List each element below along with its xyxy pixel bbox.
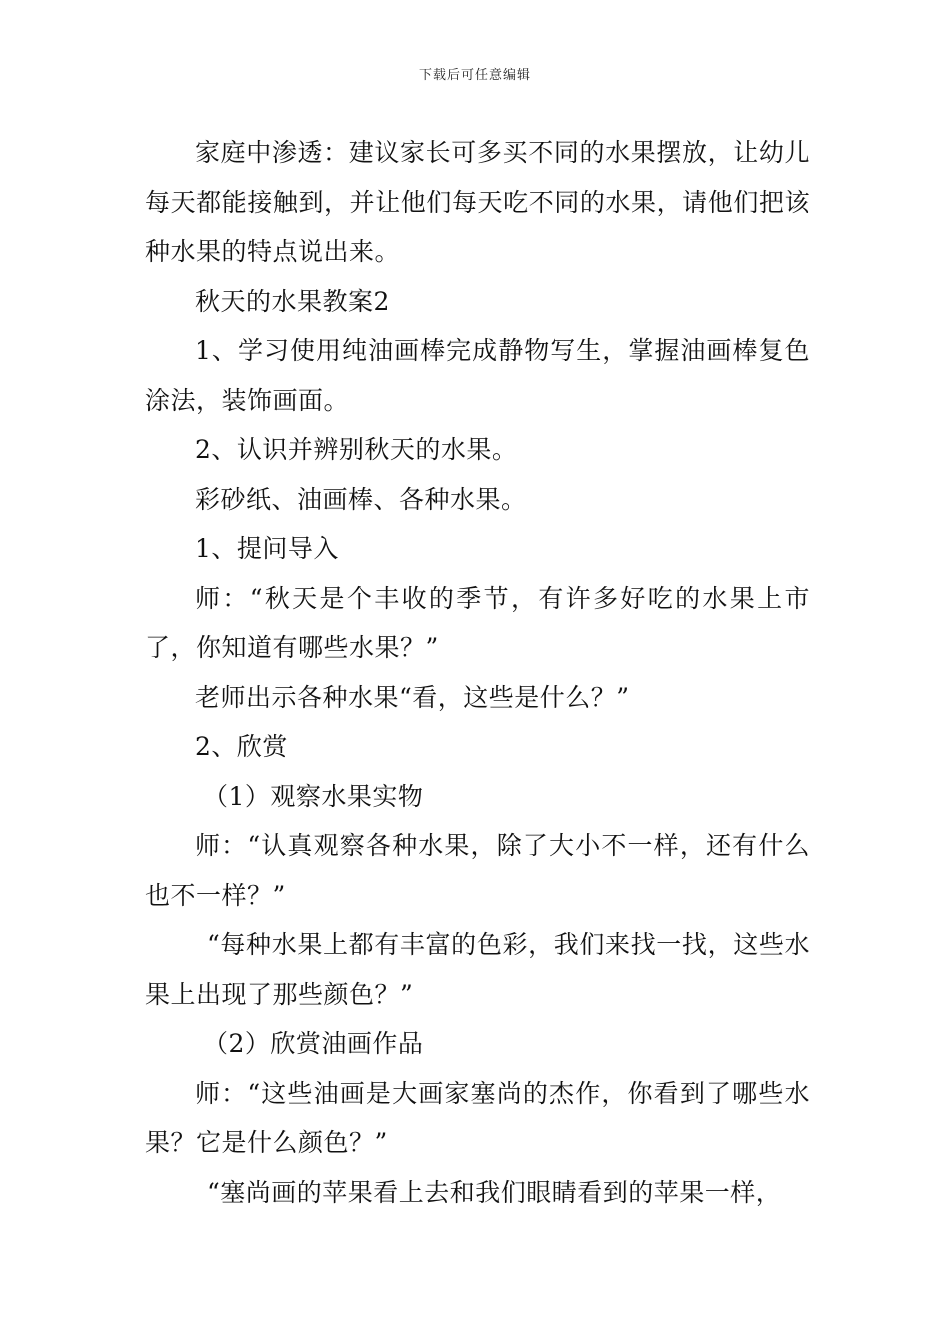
paragraph-family-tip: 家庭中渗透：建议家长可多买不同的水果摆放，让幼儿每天都能接触到，并让他们每天吃不同的水果，请他们把该种水果的特点说出来。 (145, 138, 810, 266)
document-body (145, 128, 810, 1217)
substep-1-heading: （1）观察水果实物 (203, 781, 424, 811)
page-header-note: 下载后可任意编辑 (418, 68, 531, 83)
step-2-heading: 2、欣赏 (195, 732, 288, 761)
substep-2-heading: （2）欣赏油画作品 (203, 1029, 424, 1058)
materials: 彩砂纸、油画棒、各种水果。 (195, 484, 527, 514)
step-1-heading: 1、提问导入 (195, 534, 339, 563)
teacher-show-fruit: 老师出示各种水果“看，这些是什么？” (195, 682, 630, 712)
teacher-question-1: 师：“秋天是个丰收的季节，有许多好吃的水果上市了，你知道有哪些水果？” (145, 583, 810, 662)
goal-1: 1、学习使用纯油画棒完成静物写生，掌握油画棒复色涂法，装饰画面。 (145, 336, 810, 415)
teacher-question-2: 师：“认真观察各种水果，除了大小不一样，还有什么也不一样？” (145, 831, 810, 910)
teacher-remark-cezanne: “塞尚画的苹果看上去和我们眼睛看到的苹果一样， (207, 1177, 782, 1207)
section-title: 秋天的水果教案2 (195, 286, 390, 316)
goal-2: 2、认识并辨别秋天的水果。 (195, 435, 518, 464)
teacher-question-4: 师：“这些油画是大画家塞尚的杰作，你看到了哪些水果？它是什么颜色？” (145, 1078, 810, 1157)
teacher-question-3: “每种水果上都有丰富的色彩，我们来找一找，这些水果上出现了那些颜色？” (145, 930, 810, 1009)
